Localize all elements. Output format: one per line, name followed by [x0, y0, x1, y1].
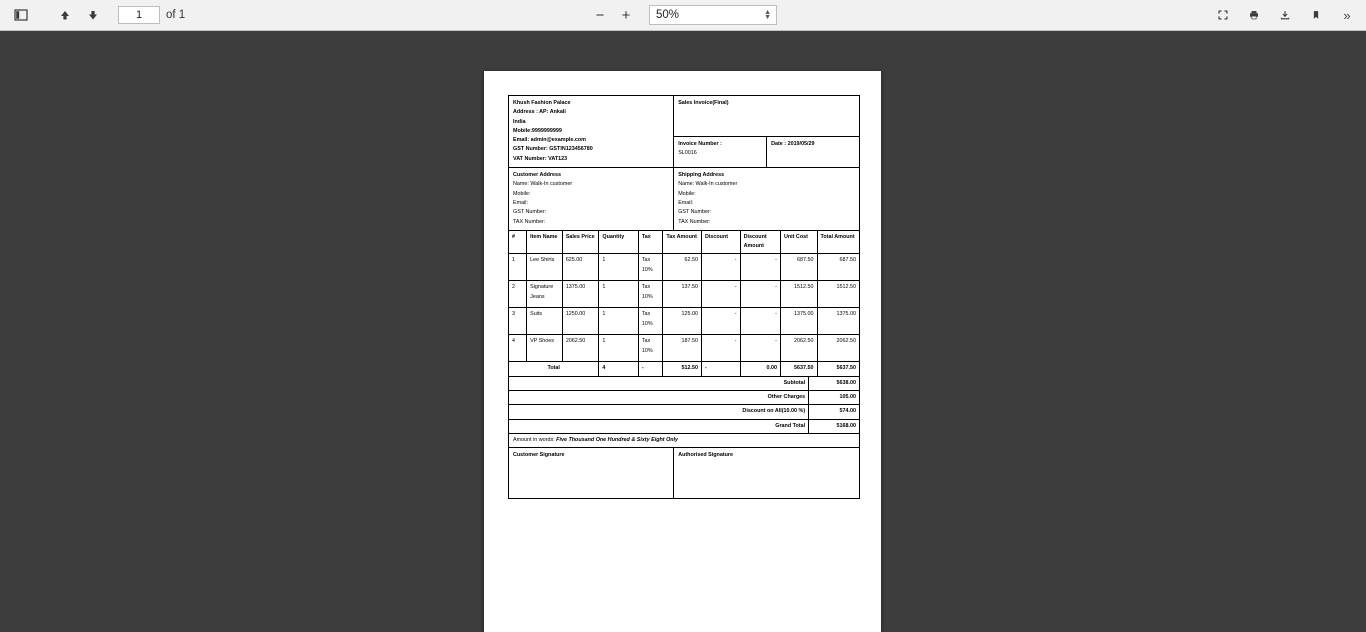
invoice-title-cell	[674, 96, 860, 137]
shipping-address-heading: Shipping Address	[678, 172, 725, 179]
table-total-row	[509, 362, 860, 376]
invoice-title: Sales Invoice(Final)	[678, 100, 729, 106]
zoom-level-select[interactable]	[649, 5, 777, 25]
cell-number: 4	[509, 335, 527, 362]
seller-mobile: Mobile:9999999999	[513, 127, 562, 134]
download-arrow-icon	[1280, 8, 1290, 22]
page-number-input[interactable]	[118, 6, 160, 24]
arrow-up-icon	[59, 9, 71, 21]
cell-tax: Tax 10%	[638, 308, 663, 335]
cell-item-name: Suits	[527, 308, 563, 335]
cell-sales-price: 1250.00	[562, 308, 599, 335]
total-tax: -	[638, 362, 663, 376]
arrow-down-icon	[87, 9, 99, 21]
cell-quantity: 1	[599, 335, 638, 362]
more-tools-button[interactable]: »	[1336, 3, 1358, 27]
table-row	[509, 254, 860, 281]
shipping-email: Email:	[678, 199, 694, 206]
column-header-number: #	[509, 230, 527, 254]
page-count-label: of 1	[166, 9, 186, 21]
cell-item-name: VP Shoes	[527, 335, 563, 362]
column-header-total-amount: Total Amount	[817, 230, 859, 254]
summary-row	[509, 405, 860, 419]
download-icon[interactable]	[1274, 3, 1296, 27]
total-discount-amount: 0.00	[740, 362, 780, 376]
table-row	[509, 335, 860, 362]
seller-vat: VAT Number: VAT123	[513, 155, 568, 162]
seller-country: India	[513, 118, 526, 125]
column-header-discount: Discount	[702, 230, 741, 254]
amount-in-words-table	[508, 433, 860, 448]
cell-quantity: 1	[599, 281, 638, 308]
summary-value-grand-total: 5168.00	[809, 419, 860, 433]
cell-total-amount: 1512.50	[817, 281, 859, 308]
cell-quantity: 1	[599, 254, 638, 281]
cell-tax-amount: 137.50	[663, 281, 702, 308]
column-header-quantity: Quantity	[599, 230, 638, 254]
invoice-number-value: SL0016	[678, 150, 697, 157]
zoom-in-button[interactable]: +	[615, 4, 637, 26]
customer-name: Name: Walk-In customer	[513, 181, 573, 188]
sidebar-toggle-icon[interactable]	[8, 3, 34, 27]
customer-gst: GST Number:	[513, 209, 547, 216]
cell-tax-amount: 62.50	[663, 254, 702, 281]
spinner-arrows-icon: ▲ ▼	[764, 9, 771, 21]
cell-unit-cost: 1375.00	[780, 308, 817, 335]
column-header-sales-price: Sales Price	[562, 230, 599, 254]
cell-tax-amount: 125.00	[663, 308, 702, 335]
column-header-discount-amount: Discount Amount	[740, 230, 780, 254]
cell-quantity: 1	[599, 308, 638, 335]
customer-mobile: Mobile:	[513, 190, 531, 197]
cell-tax: Tax 10%	[638, 335, 663, 362]
customer-address-cell	[509, 168, 674, 231]
table-header-row	[509, 230, 860, 254]
invoice-date-cell	[767, 137, 860, 168]
shipping-tax: TAX Number:	[678, 218, 711, 225]
toolbar-zoom-group	[589, 4, 777, 26]
line-items-table	[508, 230, 860, 377]
shipping-name: Name: Walk-In customer	[678, 181, 738, 188]
total-label: Total	[509, 362, 599, 376]
cell-tax: Tax 10%	[638, 281, 663, 308]
cell-sales-price: 625.00	[562, 254, 599, 281]
column-header-tax: Tax	[638, 230, 663, 254]
expand-icon	[1218, 8, 1228, 22]
total-tax-amount: 512.50	[663, 362, 702, 376]
cell-unit-cost: 2062.50	[780, 335, 817, 362]
invoice-document	[508, 95, 860, 499]
cell-discount-amount: -	[740, 335, 780, 362]
summary-label-discount-on-all: Discount on All(10.00 %)	[509, 405, 809, 419]
column-header-item-name: Item Name	[527, 230, 563, 254]
cell-sales-price: 1375.00	[562, 281, 599, 308]
pdf-page	[484, 71, 881, 632]
zoom-level-value: 50%	[656, 9, 680, 21]
seller-info-cell	[509, 96, 674, 168]
cell-item-name: Signature Jeans	[527, 281, 563, 308]
seller-name: Khush Fashion Palace	[513, 100, 571, 106]
next-page-icon[interactable]	[80, 3, 106, 27]
cell-number: 1	[509, 254, 527, 281]
invoice-date: Date : 2019/05/29	[771, 141, 815, 147]
shipping-address-cell	[674, 168, 860, 231]
invoice-header-table	[508, 95, 860, 168]
summary-label-subtotal: Subtotal	[509, 376, 809, 390]
cell-number: 3	[509, 308, 527, 335]
total-quantity: 4	[599, 362, 638, 376]
table-row	[509, 308, 860, 335]
cell-discount-amount: -	[740, 281, 780, 308]
table-row	[509, 281, 860, 308]
customer-tax: TAX Number:	[513, 218, 546, 225]
address-table	[508, 167, 860, 231]
seller-email: Email: admin@example.com	[513, 137, 586, 144]
cell-unit-cost: 687.50	[780, 254, 817, 281]
summary-row	[509, 391, 860, 405]
sidebar-panel-icon	[14, 8, 28, 22]
pdf-viewer-area[interactable]	[0, 31, 1366, 632]
summary-value-other-charges: 105.00	[809, 391, 860, 405]
fullscreen-icon[interactable]	[1212, 3, 1234, 27]
invoice-number-cell	[674, 137, 767, 168]
cell-discount: -	[702, 254, 741, 281]
cell-item-name: Lee Shirts	[527, 254, 563, 281]
summary-row	[509, 419, 860, 433]
total-discount: -	[702, 362, 741, 376]
summary-label-grand-total: Grand Total	[509, 419, 809, 433]
printer-icon	[1249, 8, 1259, 22]
toolbar-left-group	[8, 3, 185, 27]
cell-total-amount: 1375.00	[817, 308, 859, 335]
column-header-tax-amount: Tax Amount	[663, 230, 702, 254]
summary-value-subtotal: 5638.00	[809, 376, 860, 390]
summary-row	[509, 376, 860, 390]
cell-tax-amount: 187.50	[663, 335, 702, 362]
summary-label-other-charges: Other Charges	[509, 391, 809, 405]
amount-in-words-cell	[509, 433, 860, 447]
signature-table	[508, 447, 860, 499]
previous-page-icon[interactable]	[52, 3, 78, 27]
shipping-gst: GST Number:	[678, 209, 712, 216]
cell-discount-amount: -	[740, 254, 780, 281]
cell-sales-price: 2062.50	[562, 335, 599, 362]
cell-discount: -	[702, 308, 741, 335]
total-unit-cost: 5637.50	[780, 362, 817, 376]
amount-in-words-label: Amount in words:	[513, 436, 555, 443]
summary-value-discount-on-all: 574.00	[809, 405, 860, 419]
cell-unit-cost: 1512.50	[780, 281, 817, 308]
seller-address: Address : AP: Ankali	[513, 109, 566, 116]
cell-total-amount: 687.50	[817, 254, 859, 281]
bookmark-icon[interactable]	[1305, 3, 1327, 27]
shipping-mobile: Mobile:	[678, 190, 696, 197]
total-total-amount: 5637.50	[817, 362, 859, 376]
print-icon[interactable]	[1243, 3, 1265, 27]
customer-email: Email:	[513, 199, 528, 206]
invoice-number-label: Invoice Number :	[678, 141, 722, 147]
cell-discount: -	[702, 281, 741, 308]
cell-discount-amount: -	[740, 308, 780, 335]
bookmark-ribbon-icon	[1311, 8, 1321, 22]
cell-total-amount: 2062.50	[817, 335, 859, 362]
cell-number: 2	[509, 281, 527, 308]
column-header-unit-cost: Unit Cost	[780, 230, 817, 254]
amount-in-words-value: Five Thousand One Hundred & Sixty Eight Only	[556, 436, 679, 443]
customer-address-heading: Customer Address	[513, 172, 562, 179]
toolbar-right-group	[1212, 3, 1358, 27]
cell-tax: Tax 10%	[638, 254, 663, 281]
zoom-out-button[interactable]: −	[589, 4, 611, 26]
customer-signature-cell: Customer Signature	[509, 448, 674, 499]
cell-discount: -	[702, 335, 741, 362]
seller-gst: GST Number: GSTIN123456780	[513, 146, 593, 153]
pdf-toolbar	[0, 0, 1366, 31]
authorised-signature-cell: Authorised Signature	[674, 448, 860, 499]
summary-table	[508, 376, 860, 434]
